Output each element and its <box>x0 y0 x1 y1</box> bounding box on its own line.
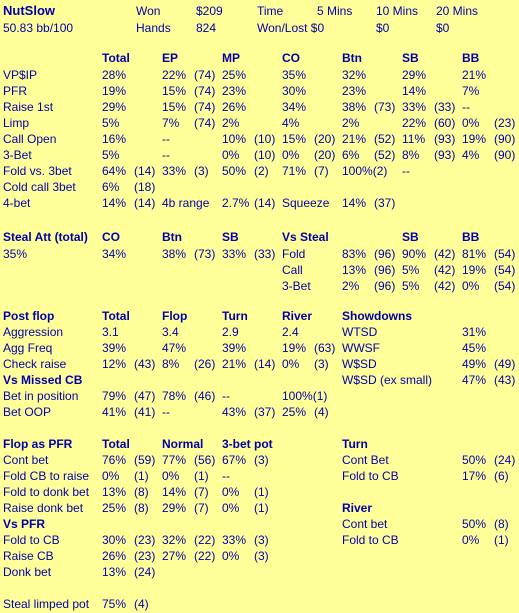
preflop-cell: (18) <box>134 180 156 194</box>
postflop-header: River <box>282 309 313 323</box>
preflop-cell: 29% <box>102 100 127 114</box>
preflop-cell: (7) <box>314 164 329 178</box>
missed-cell: (4) <box>314 405 329 419</box>
preflop-cell: 34% <box>282 100 307 114</box>
river-n: (8) <box>494 517 509 531</box>
showdown-value: 47% <box>462 373 487 387</box>
preflop-cell: (20) <box>314 148 336 162</box>
preflop-cell: -- <box>462 100 470 114</box>
steal-header: CO <box>102 230 120 244</box>
bb100: 50.83 bb/100 <box>3 21 74 35</box>
preflop-cell: (90) <box>494 132 516 146</box>
missed-cell: 41% <box>102 405 127 419</box>
missed-cell: 25% <box>282 405 307 419</box>
preflop-cell: (60) <box>434 116 456 130</box>
preflop-cell: 2% <box>342 116 360 130</box>
preflop-cell: 8% <box>402 148 420 162</box>
missed-cell: 79% <box>102 389 127 403</box>
vs-steal-row-label: 3-Bet <box>282 279 311 293</box>
preflop-cell: 16% <box>102 132 127 146</box>
preflop-cell: 15% <box>162 84 187 98</box>
vs-steal-cell: 81% <box>462 247 487 261</box>
vs-steal-cell: (42) <box>434 263 456 277</box>
preflop-cell: 15% <box>162 100 187 114</box>
steal-btn-n: (73) <box>194 247 216 261</box>
flop-pfr-title: Flop as PFR <box>3 437 73 451</box>
postflop-title: Post flop <box>3 309 55 323</box>
preflop-header: SB <box>402 51 419 65</box>
preflop-cell: (90) <box>494 148 516 162</box>
preflop-cell: (33) <box>434 100 456 114</box>
preflop-cell: 26% <box>222 100 247 114</box>
preflop-cell: 50% <box>222 164 247 178</box>
vs-steal-row-label: Fold <box>282 247 306 261</box>
vs-pfr-cell: (23) <box>134 549 156 563</box>
preflop-cell: 23% <box>222 84 247 98</box>
preflop-cell: 38% <box>342 100 367 114</box>
flop-pfr-header: 3-bet pot <box>222 437 273 451</box>
postflop-cell: (14) <box>254 357 276 371</box>
preflop-cell: 14% <box>402 84 427 98</box>
vs-steal-header: BB <box>462 230 480 244</box>
preflop-cell: (20) <box>314 132 336 146</box>
preflop-header: Total <box>102 51 130 65</box>
turn-value: 17% <box>462 469 487 483</box>
river-value: 0% <box>462 533 480 547</box>
postflop-row-label: Check raise <box>3 357 67 371</box>
river-row-label: Fold to CB <box>342 533 399 547</box>
preflop-cell: (74) <box>194 116 216 130</box>
showdowns-title: Showdowns <box>342 309 412 323</box>
steal-sb: 33% <box>222 247 247 261</box>
preflop-header: EP <box>162 51 179 65</box>
won-value: $209 <box>196 4 223 18</box>
steal-header: Btn <box>162 230 182 244</box>
vs-steal-row-label: Call <box>282 263 303 277</box>
preflop-cell: 33% <box>162 164 187 178</box>
flop-pfr-header: Normal <box>162 437 204 451</box>
vs-pfr-cell: 0% <box>222 549 240 563</box>
postflop-row-label: Aggression <box>3 325 64 339</box>
flop-pfr-cell: (7) <box>194 485 209 499</box>
missed-cell: 78% <box>162 389 187 403</box>
time-10: 10 Mins <box>376 4 419 18</box>
flop-pfr-cell: 0% <box>102 469 120 483</box>
vs-steal-cell: (54) <box>494 247 516 261</box>
time-20: 20 Mins <box>436 4 479 18</box>
postflop-cell: 12% <box>102 357 127 371</box>
flop-pfr-cell: 14% <box>162 485 187 499</box>
preflop-cell: (10) <box>254 148 276 162</box>
postflop-cell: 3.1 <box>102 325 119 339</box>
vs-pfr-cell: 30% <box>102 533 127 547</box>
flop-pfr-header: Total <box>102 437 130 451</box>
preflop-cell: 15% <box>282 132 307 146</box>
flop-pfr-row-label: Raise donk bet <box>3 501 84 515</box>
flop-pfr-cell: (1) <box>134 469 149 483</box>
turn-title: Turn <box>342 437 368 451</box>
preflop-cell: 100%(2) <box>342 164 388 178</box>
missed-cell: -- <box>162 405 170 419</box>
preflop-cell: 35% <box>282 68 307 82</box>
preflop-cell: (2) <box>254 164 269 178</box>
steal-limped-value: 75% <box>102 597 127 611</box>
vs-steal-cell: 90% <box>402 247 427 261</box>
preflop-header: BB <box>462 51 480 65</box>
preflop-cell: -- <box>162 148 170 162</box>
preflop-cell: 11% <box>402 132 426 146</box>
steal-total: 35% <box>3 247 28 261</box>
showdown-label: W$SD (ex small) <box>342 373 433 387</box>
preflop-cell: 19% <box>102 84 127 98</box>
vs-steal-cell: (96) <box>374 247 396 261</box>
vs-pfr-row-label: Donk bet <box>3 565 52 579</box>
preflop-cell: 29% <box>402 68 427 82</box>
preflop-cell: 25% <box>222 68 247 82</box>
hands-label: Hands <box>136 21 171 35</box>
preflop-row-label: Fold vs. 3bet <box>3 164 72 178</box>
vs-steal-cell: 5% <box>402 263 420 277</box>
preflop-cell: 0% <box>462 116 480 130</box>
flop-pfr-row-label: Cont bet <box>3 453 49 467</box>
steal-co: 34% <box>102 247 127 261</box>
flop-pfr-cell: 67% <box>222 453 247 467</box>
postflop-cell: (63) <box>314 341 336 355</box>
showdown-value: 45% <box>462 341 487 355</box>
missed-cell: 100%(1) <box>282 389 328 403</box>
flop-pfr-cell: 29% <box>162 501 187 515</box>
preflop-cell: 0% <box>282 148 300 162</box>
preflop-cell: (74) <box>194 68 216 82</box>
preflop-cell: 33% <box>402 100 427 114</box>
preflop-cell: (74) <box>194 84 216 98</box>
preflop-cell: (37) <box>374 196 396 210</box>
river-title: River <box>342 501 373 515</box>
postflop-cell: 39% <box>222 341 247 355</box>
showdown-label: WWSF <box>342 341 380 355</box>
vs-pfr-cell: 26% <box>102 549 127 563</box>
vs-steal-cell: 19% <box>462 263 487 277</box>
preflop-row-label: 3-Bet <box>3 148 32 162</box>
postflop-cell: 2.4 <box>282 325 299 339</box>
missed-row-label: Bet OOP <box>3 405 52 419</box>
preflop-row-label: PFR <box>3 84 27 98</box>
turn-value: 50% <box>462 453 487 467</box>
postflop-cell: 0% <box>282 357 300 371</box>
showdown-label: WTSD <box>342 325 378 339</box>
preflop-cell: 2% <box>222 116 240 130</box>
flop-pfr-cell: (1) <box>254 485 269 499</box>
postflop-cell: 39% <box>102 341 127 355</box>
vs-steal-cell: 0% <box>462 279 480 293</box>
vs-steal-cell: (96) <box>374 279 396 293</box>
flop-pfr-cell: 77% <box>162 453 187 467</box>
missed-cell: 43% <box>222 405 247 419</box>
postflop-cell: (26) <box>194 357 216 371</box>
preflop-cell: (52) <box>374 132 396 146</box>
preflop-row-label: Call Open <box>3 132 57 146</box>
vs-pfr-row-label: Raise CB <box>3 549 54 563</box>
postflop-cell: 19% <box>282 341 307 355</box>
preflop-cell: 7% <box>462 84 480 98</box>
preflop-cell: (74) <box>194 100 216 114</box>
steal-sb-n: (33) <box>254 247 276 261</box>
player-name: NutSlow <box>3 3 55 18</box>
vs-pfr-cell: (3) <box>254 549 269 563</box>
showdown-n: (49) <box>494 357 516 371</box>
flop-pfr-cell: 13% <box>102 485 127 499</box>
postflop-cell: 8% <box>162 357 180 371</box>
flop-pfr-cell: (1) <box>194 469 209 483</box>
vs-pfr-title: Vs PFR <box>3 517 46 531</box>
preflop-row-label: Cold call 3bet <box>3 180 76 194</box>
vs-pfr-cell: 13% <box>102 565 127 579</box>
vs-pfr-cell: 32% <box>162 533 187 547</box>
preflop-cell: Squeeze <box>282 196 330 210</box>
vs-steal-cell: (96) <box>374 263 396 277</box>
preflop-cell: 5% <box>102 116 120 130</box>
flop-pfr-cell: (3) <box>254 453 269 467</box>
postflop-cell: 3.4 <box>162 325 179 339</box>
river-row-label: Cont bet <box>342 517 388 531</box>
preflop-cell: (23) <box>494 116 516 130</box>
preflop-cell: (52) <box>374 148 396 162</box>
preflop-cell: (93) <box>434 132 456 146</box>
turn-n: (24) <box>494 453 516 467</box>
flop-pfr-cell: 0% <box>222 485 240 499</box>
preflop-row-label: Raise 1st <box>3 100 54 114</box>
preflop-cell: (14) <box>254 196 276 210</box>
steal-header: SB <box>222 230 239 244</box>
preflop-header: Btn <box>342 51 362 65</box>
river-value: 50% <box>462 517 487 531</box>
preflop-cell: (93) <box>434 148 456 162</box>
vs-steal-cell: (54) <box>494 279 516 293</box>
postflop-header: Flop <box>162 309 188 323</box>
preflop-cell: -- <box>402 164 410 178</box>
flop-pfr-row-label: Fold to donk bet <box>3 485 90 499</box>
preflop-cell: 0% <box>222 148 240 162</box>
preflop-cell: 5% <box>102 148 120 162</box>
showdown-value: 49% <box>462 357 487 371</box>
preflop-cell: 64% <box>102 164 127 178</box>
missed-cell: -- <box>222 389 230 403</box>
steal-title: Steal Att (total) <box>3 230 88 244</box>
missed-cell: (46) <box>194 389 216 403</box>
postflop-cell: 2.9 <box>222 325 239 339</box>
vs-steal-cell: (42) <box>434 247 456 261</box>
flop-pfr-cell: (7) <box>194 501 209 515</box>
steal-limped-n: (4) <box>134 597 149 611</box>
preflop-cell: (73) <box>374 100 396 114</box>
value-20: $0 <box>436 21 450 35</box>
time-label: Time <box>257 4 284 18</box>
postflop-cell: 21% <box>222 357 247 371</box>
turn-row-label: Cont Bet <box>342 453 389 467</box>
preflop-cell: (3) <box>194 164 209 178</box>
value-10: $0 <box>376 21 390 35</box>
flop-pfr-cell: 0% <box>222 501 240 515</box>
missed-cell: (37) <box>254 405 276 419</box>
preflop-cell: 32% <box>342 68 367 82</box>
preflop-cell: 4% <box>462 148 480 162</box>
flop-pfr-cell: (56) <box>194 453 216 467</box>
postflop-cell: 47% <box>162 341 187 355</box>
preflop-cell: 28% <box>102 68 127 82</box>
turn-row-label: Fold to CB <box>342 469 399 483</box>
showdown-n: (43) <box>494 373 516 387</box>
preflop-row-label: Limp <box>3 116 30 130</box>
steal-btn: 38% <box>162 247 187 261</box>
missed-cb-title: Vs Missed CB <box>3 373 83 387</box>
showdown-value: 31% <box>462 325 487 339</box>
flop-pfr-cell: 25% <box>102 501 127 515</box>
missed-row-label: Bet in position <box>3 389 79 403</box>
flop-pfr-cell: (8) <box>134 501 149 515</box>
preflop-cell: 14% <box>342 196 367 210</box>
hands-value: 824 <box>196 21 217 35</box>
steal-limped-label: Steal limped pot <box>3 597 90 611</box>
won-label: Won <box>136 4 161 18</box>
flop-pfr-cell: (8) <box>134 485 149 499</box>
preflop-cell: 21% <box>462 68 487 82</box>
preflop-cell: 4% <box>282 116 300 130</box>
showdown-label: W$SD <box>342 357 377 371</box>
wonlost-label: Won/Lost $0 <box>257 21 325 35</box>
turn-n: (6) <box>494 469 509 483</box>
preflop-cell: 6% <box>102 180 120 194</box>
vs-pfr-cell: (3) <box>254 533 269 547</box>
preflop-cell: 14% <box>102 196 127 210</box>
preflop-cell: 2.7% <box>222 196 250 210</box>
flop-pfr-cell: (1) <box>254 501 269 515</box>
preflop-cell: 22% <box>402 116 427 130</box>
vs-pfr-cell: (23) <box>134 533 156 547</box>
time-5: 5 Mins <box>317 4 353 18</box>
preflop-header: MP <box>222 51 240 65</box>
preflop-cell: 71% <box>282 164 307 178</box>
postflop-header: Total <box>102 309 130 323</box>
vs-steal-cell: 5% <box>402 279 420 293</box>
vs-steal-cell: 13% <box>342 263 367 277</box>
missed-cell: (47) <box>134 389 156 403</box>
preflop-cell: -- <box>162 132 170 146</box>
vs-pfr-row-label: Fold to CB <box>3 533 60 547</box>
preflop-cell: 19% <box>462 132 487 146</box>
vs-pfr-cell: (22) <box>194 549 216 563</box>
preflop-cell: 6% <box>342 148 360 162</box>
preflop-row-label: VP$IP <box>3 68 38 82</box>
vs-steal-title: Vs Steal <box>282 230 329 244</box>
preflop-cell: 22% <box>162 68 187 82</box>
vs-steal-cell: (42) <box>434 279 456 293</box>
flop-pfr-cell: 0% <box>162 469 180 483</box>
postflop-header: Turn <box>222 309 248 323</box>
preflop-row-label: 4-bet <box>3 196 31 210</box>
vs-steal-cell: 2% <box>342 279 360 293</box>
postflop-cell: (43) <box>134 357 156 371</box>
preflop-header: CO <box>282 51 300 65</box>
preflop-cell: 21% <box>342 132 367 146</box>
vs-steal-cell: (54) <box>494 263 516 277</box>
vs-pfr-cell: (22) <box>194 533 216 547</box>
vs-pfr-cell: 27% <box>162 549 187 563</box>
postflop-cell: (3) <box>314 357 329 371</box>
preflop-cell: (14) <box>134 196 156 210</box>
preflop-cell: (10) <box>254 132 276 146</box>
preflop-cell: 4b range <box>162 196 210 210</box>
flop-pfr-cell: -- <box>222 469 230 483</box>
flop-pfr-cell: (59) <box>134 453 156 467</box>
flop-pfr-cell: 76% <box>102 453 127 467</box>
vs-steal-cell: 83% <box>342 247 367 261</box>
preflop-cell: 30% <box>282 84 307 98</box>
vs-pfr-cell: 33% <box>222 533 247 547</box>
preflop-cell: 10% <box>222 132 247 146</box>
vs-steal-header: SB <box>402 230 419 244</box>
preflop-cell: 23% <box>342 84 367 98</box>
postflop-row-label: Agg Freq <box>3 341 53 355</box>
river-n: (1) <box>494 533 509 547</box>
flop-pfr-row-label: Fold CB to raise <box>3 469 90 483</box>
missed-cell: (41) <box>134 405 156 419</box>
vs-pfr-cell: (24) <box>134 565 156 579</box>
preflop-cell: 7% <box>162 116 180 130</box>
preflop-cell: (14) <box>134 164 156 178</box>
